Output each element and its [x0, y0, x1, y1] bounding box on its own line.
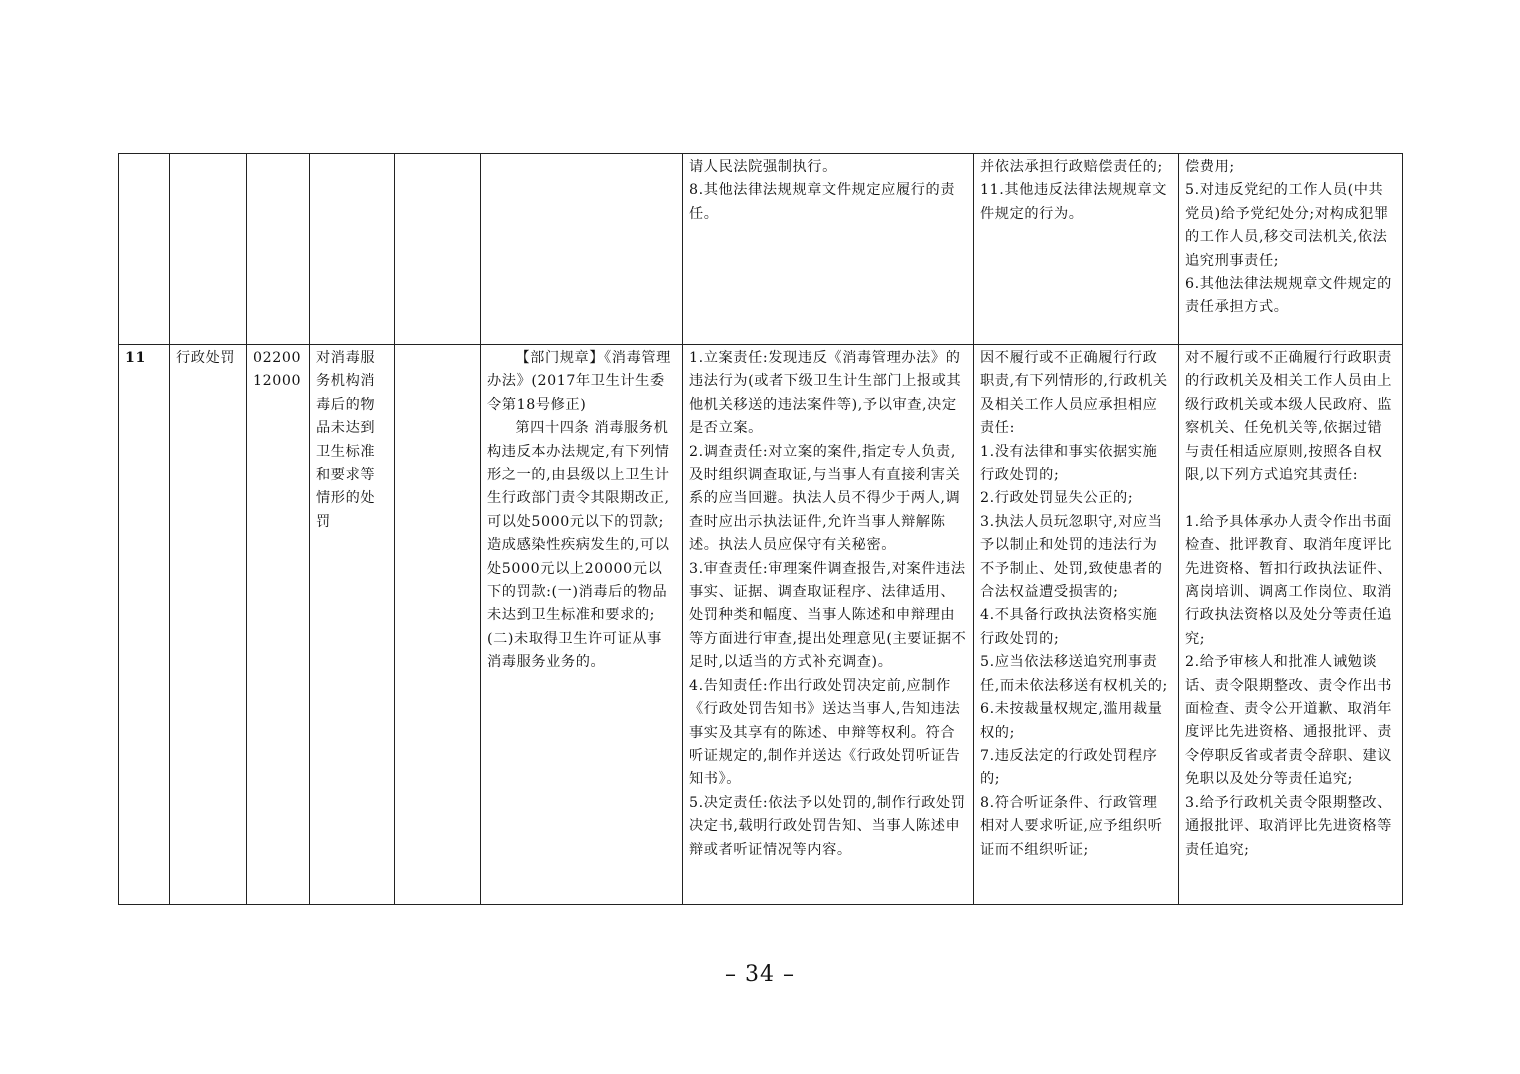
- table-row: [119, 154, 1403, 345]
- consequence-line: 6.其他法律法规规章文件规定的责任承担方式。: [1185, 276, 1392, 316]
- basis-line: 【部门规章】《消毒管理办法》(2017年卫生计生委令第18号修正): [487, 350, 671, 413]
- accountability-line: 5.应当依法移送追究刑事责任,而未依法移送有权机关的;: [980, 654, 1168, 694]
- cell-basis: [481, 154, 683, 345]
- accountability-line: 8.符合听证条件、行政管理相对人要求听证,应予组织听证而不组织听证;: [980, 794, 1163, 858]
- cell-basis: [481, 345, 683, 905]
- duty-line: 5.决定责任:依法予以处罚的,制作行政处罚决定书,载明行政处罚告知、当事人陈述申辩或者听证情况等内容。: [689, 794, 966, 858]
- cell-duties: [683, 154, 974, 345]
- duty-line: 3.审查责任:审理案件调查报告,对案件违法事实、证据、调查取证程序、法律适用、处罚种类和幅度、当事人陈述和申辩理由等方面进行审查,提出处理意见(主要证据不足时,以适当的方式补充调查)。: [689, 560, 967, 671]
- cell-subitem: [395, 345, 481, 905]
- cell-subitem: [395, 154, 481, 345]
- consequence-line: 对不履行或不正确履行行政职责的行政机关及相关工作人员由上级行政机关或本级人民政府、监察机关、任免机关等,依据过错与责任相适应原则,按照各自权限,以下列方式追究其责任:: [1185, 350, 1393, 484]
- table-row: [119, 345, 1403, 905]
- cell-item: 对消毒服务机构消毒后的物品未达到卫生标准和要求等情形的处罚: [310, 345, 395, 905]
- duty-line: 4.告知责任:作出行政处罚决定前,应制作《行政处罚告知书》送达当事人,告知违法事实及其享有的陈述、申辩等权利。符合听证规定的,制作并送达《行政处罚听证告知书》。: [689, 677, 961, 788]
- consequence-line: 偿费用;: [1185, 159, 1235, 175]
- cell-category: [170, 154, 247, 345]
- cell-duties: [683, 345, 974, 905]
- cell-code: [247, 154, 310, 345]
- consequence-line: 1.给予具体承办人责令作出书面检查、批评教育、取消年度评比先进资格、暂扣行政执法证件、离岗培训、调离工作岗位、取消行政执法资格以及处分等责任追究;: [1185, 513, 1393, 647]
- accountability-line: 2.行政处罚显失公正的;: [980, 490, 1134, 507]
- cell-consequences: [1179, 154, 1403, 345]
- consequence-line: 3.给予行政机关责令限期整改、通报批评、取消评比先进资格等责任追究;: [1185, 794, 1393, 858]
- duty-line: 2.调查责任:对立案的案件,指定专人负责,及时组织调查取证,与当事人有直接利害关系的应当回避。执法人员不得少于两人,调查时应出示执法证件,允许当事人辩解陈述。执法人员应保守有关秘密。: [689, 443, 961, 554]
- cell-consequences: [1179, 345, 1403, 905]
- cell-number: [119, 154, 170, 345]
- accountability-line: 11.其他违反法律法规规章文件规定的行为。: [980, 182, 1168, 222]
- cell-accountability: [974, 345, 1179, 905]
- accountability-line: 3.执法人员玩忽职守,对应当予以制止和处罚的违法行为不予制止、处罚,致使患者的合法权益遭受损害的;: [980, 513, 1163, 601]
- blank-line: [1185, 487, 1396, 510]
- basis-line: 第四十四条 消毒服务机构违反本办法规定,有下列情形之一的,由县级以上卫生计生行政部门责令其限期改正,可以处5000元以下的罚款;造成感染性疾病发生的,可以处5000元以上20000元以下的罚款:(一)消毒后的物品未达到卫生标准和要求的;(二)未取得卫生许可证从事消毒服务业务的。: [487, 420, 670, 671]
- cell-category: 行政处罚: [170, 345, 247, 905]
- consequence-line: 2.给予审核人和批准人诫勉谈话、责令限期整改、责令作出书面检查、责令公开道歉、取消年度评比先进资格、通报批评、责令停职反省或者责令辞职、建议免职以及处分等责任追究;: [1185, 654, 1393, 788]
- duty-line: 请人民法院强制执行。: [689, 159, 837, 175]
- accountability-line: 6.未按裁量权规定,滥用裁量权的;: [980, 701, 1163, 741]
- accountability-line: 7.违反法定的行政处罚程序的;: [980, 747, 1158, 788]
- duty-line: 1.立案责任:发现违反《消毒管理办法》的违法行为(或者下级卫生计生部门上报或其他机关移送的违法案件等),予以审查,决定是否立案。: [689, 350, 962, 437]
- responsibility-table: [118, 153, 1403, 905]
- page-number: – 34 –: [725, 962, 795, 987]
- accountability-line: 并依法承担行政赔偿责任的;: [980, 159, 1163, 175]
- cell-code: 0220012000: [247, 345, 310, 905]
- accountability-line: 1.没有法律和事实依据实施行政处罚的;: [980, 443, 1158, 484]
- cell-accountability: [974, 154, 1179, 345]
- duty-line: 8.其他法律法规规章文件规定应履行的责任。: [689, 182, 956, 222]
- accountability-line: 4.不具备行政执法资格实施行政处罚的;: [980, 607, 1158, 647]
- consequence-line: 5.对违反党纪的工作人员(中共党员)给予党纪处分;对构成犯罪的工作人员,移交司法机关,依法追究刑事责任;: [1185, 182, 1389, 269]
- cell-number: 11: [119, 345, 170, 905]
- cell-item: [310, 154, 395, 345]
- accountability-line: 因不履行或不正确履行行政职责,有下列情形的,行政机关及相关工作人员应承担相应责任:: [980, 350, 1168, 437]
